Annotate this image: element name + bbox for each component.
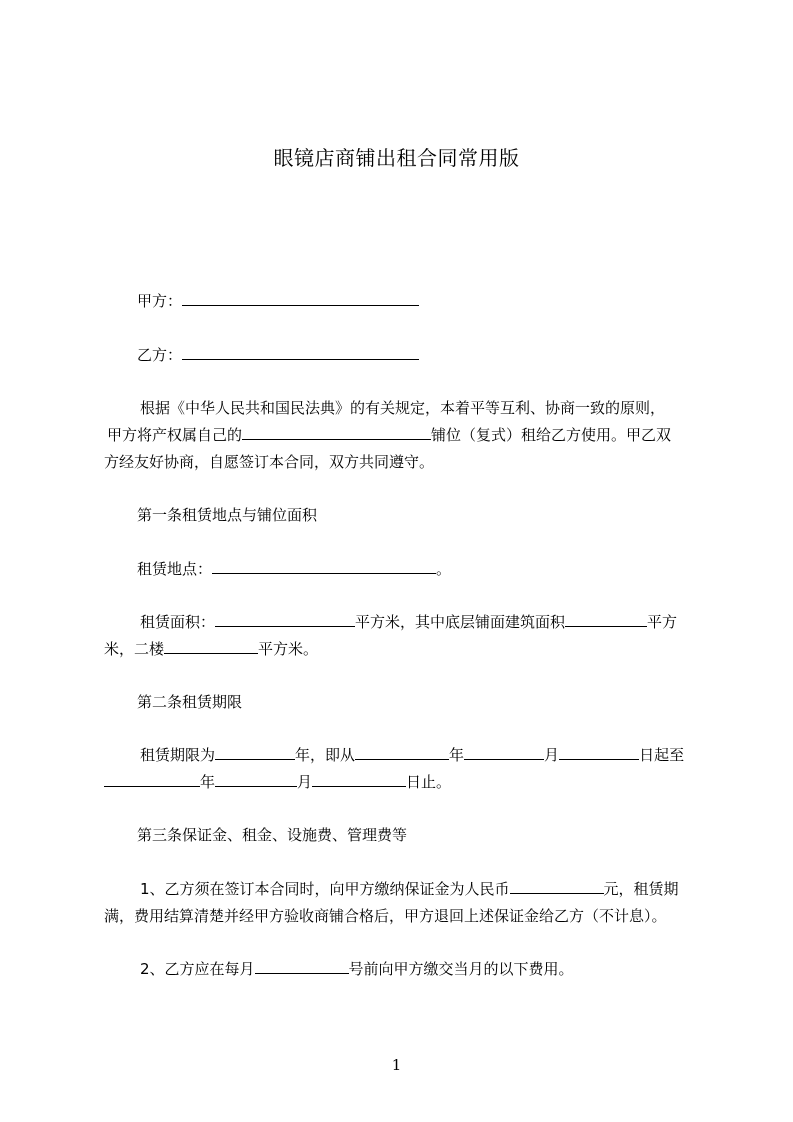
intro-line-1: 根据《中华人民共和国民法典》的有关规定，本着平等互利、协商一致的原则， [140,399,666,417]
location-end: 。 [436,560,452,578]
intro-line-2-end: 铺位（复式）租给乙方使用。甲乙双 [431,426,672,444]
deposit-line-2: 满，费用结算清楚并经甲方验收商铺合格后，甲方退回上述保证金给乙方（不计息）。 [104,907,667,925]
deposit-text: 1、乙方须在签订本合同时，向甲方缴纳保证金为人民币 [140,880,510,898]
page-title: 眼镜店商铺出租合同常用版 [273,146,520,170]
start-month-text: 月 [544,746,560,764]
ground-floor-area-blank [565,612,647,627]
article1-heading: 第一条租赁地点与铺位面积 [137,506,318,524]
article3-heading: 第三条保证金、租金、设施费、管理费等 [137,826,408,844]
start-month-blank [464,745,544,760]
end-year-blank [104,772,200,787]
party-b-line [137,345,419,365]
area-mid: 平方米，其中底层铺面建筑面积 [355,613,566,631]
deposit-amount-blank [510,879,604,894]
area-line-1 [140,612,677,632]
end-year-text: 年 [200,773,216,791]
intro-line-3: 方经友好协商，自愿签订本合同，双方共同遵守。 [104,453,435,471]
intro-line-2 [107,425,671,445]
payment-line [140,959,574,979]
location-blank [212,559,436,574]
start-year-text: 年 [449,746,465,764]
shop-blank [242,425,431,440]
party-b-label: 乙方： [137,346,183,364]
end-day-blank [312,772,406,787]
area-end: 平方 [647,613,678,631]
start-day-text: 日起至 [639,746,685,764]
start-day-blank [559,745,639,760]
term-label: 租赁期限为 [140,746,216,764]
party-a-label: 甲方： [137,292,183,310]
term-years-blank [215,745,295,760]
payment-start: 2、乙方应在每月 [140,960,255,978]
party-b-blank [182,345,419,360]
intro-line-2-start: 甲方将产权属自己的 [107,426,243,444]
payment-day-blank [255,959,349,974]
end-day-text: 日止。 [406,773,452,791]
page-number: 1 [391,1056,402,1074]
second-floor-area-blank [164,639,258,654]
area-line-2 [104,639,318,659]
payment-end: 号前向甲方缴交当月的以下费用。 [348,960,574,978]
area-label: 租赁面积： [140,613,216,631]
location-line [137,559,451,579]
term-year-text: 年，即从 [295,746,356,764]
deposit-line-1 [140,879,679,899]
term-line-2 [104,772,451,792]
party-a-blank [182,291,419,306]
area-line-2-end: 平方米。 [258,640,319,658]
area-line-2-start: 米，二楼 [104,640,165,658]
area-blank [215,612,355,627]
party-a-line [137,291,419,311]
term-line-1 [140,745,684,765]
deposit-end: 元，租赁期 [603,880,679,898]
article2-heading: 第二条租赁期限 [137,693,243,711]
end-month-text: 月 [297,773,313,791]
start-year-blank [355,745,449,760]
end-month-blank [215,772,297,787]
location-label: 租赁地点： [137,560,213,578]
